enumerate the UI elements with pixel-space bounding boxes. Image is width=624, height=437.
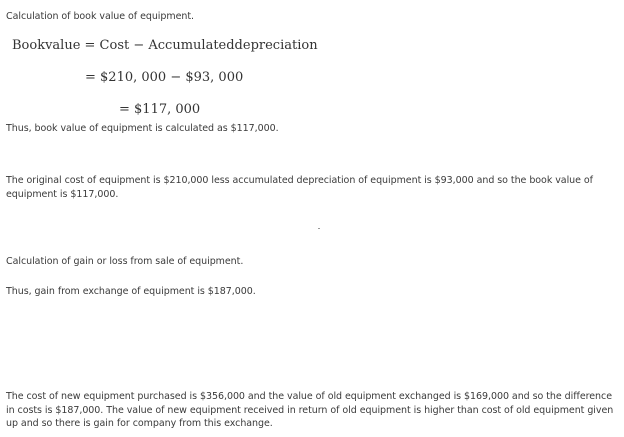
- book-value-explanation: The original cost of equipment is $210,000 less accumulated depreciation of equipment is $93,000 and so the book value of equipment is $117,000.: [6, 175, 593, 200]
- equation-line-2: = $210, 000 − $93, 000: [85, 70, 244, 85]
- gain-loss-heading: Calculation of gain or loss from sale of equipment.: [6, 256, 244, 267]
- separator-mark: [318, 228, 320, 229]
- gain-conclusion: Thus, gain from exchange of equipment is $187,000.: [6, 286, 256, 297]
- equation-line-1: Bookvalue = Cost − Accumulateddepreciation: [12, 38, 318, 53]
- book-value-conclusion: Thus, book value of equipment is calculated as $117,000.: [6, 123, 279, 134]
- book-value-heading: Calculation of book value of equipment.: [6, 11, 194, 22]
- gain-explanation: The cost of new equipment purchased is $356,000 and the value of old equipment exchanged is $169,000 and so the difference in costs is $187,000. The value of new equipment received in return of old equipment is higher than cost of old equipment given up and so there is gain for company from this exchange.: [6, 391, 614, 429]
- equation-line-3: = $117, 000: [119, 102, 201, 117]
